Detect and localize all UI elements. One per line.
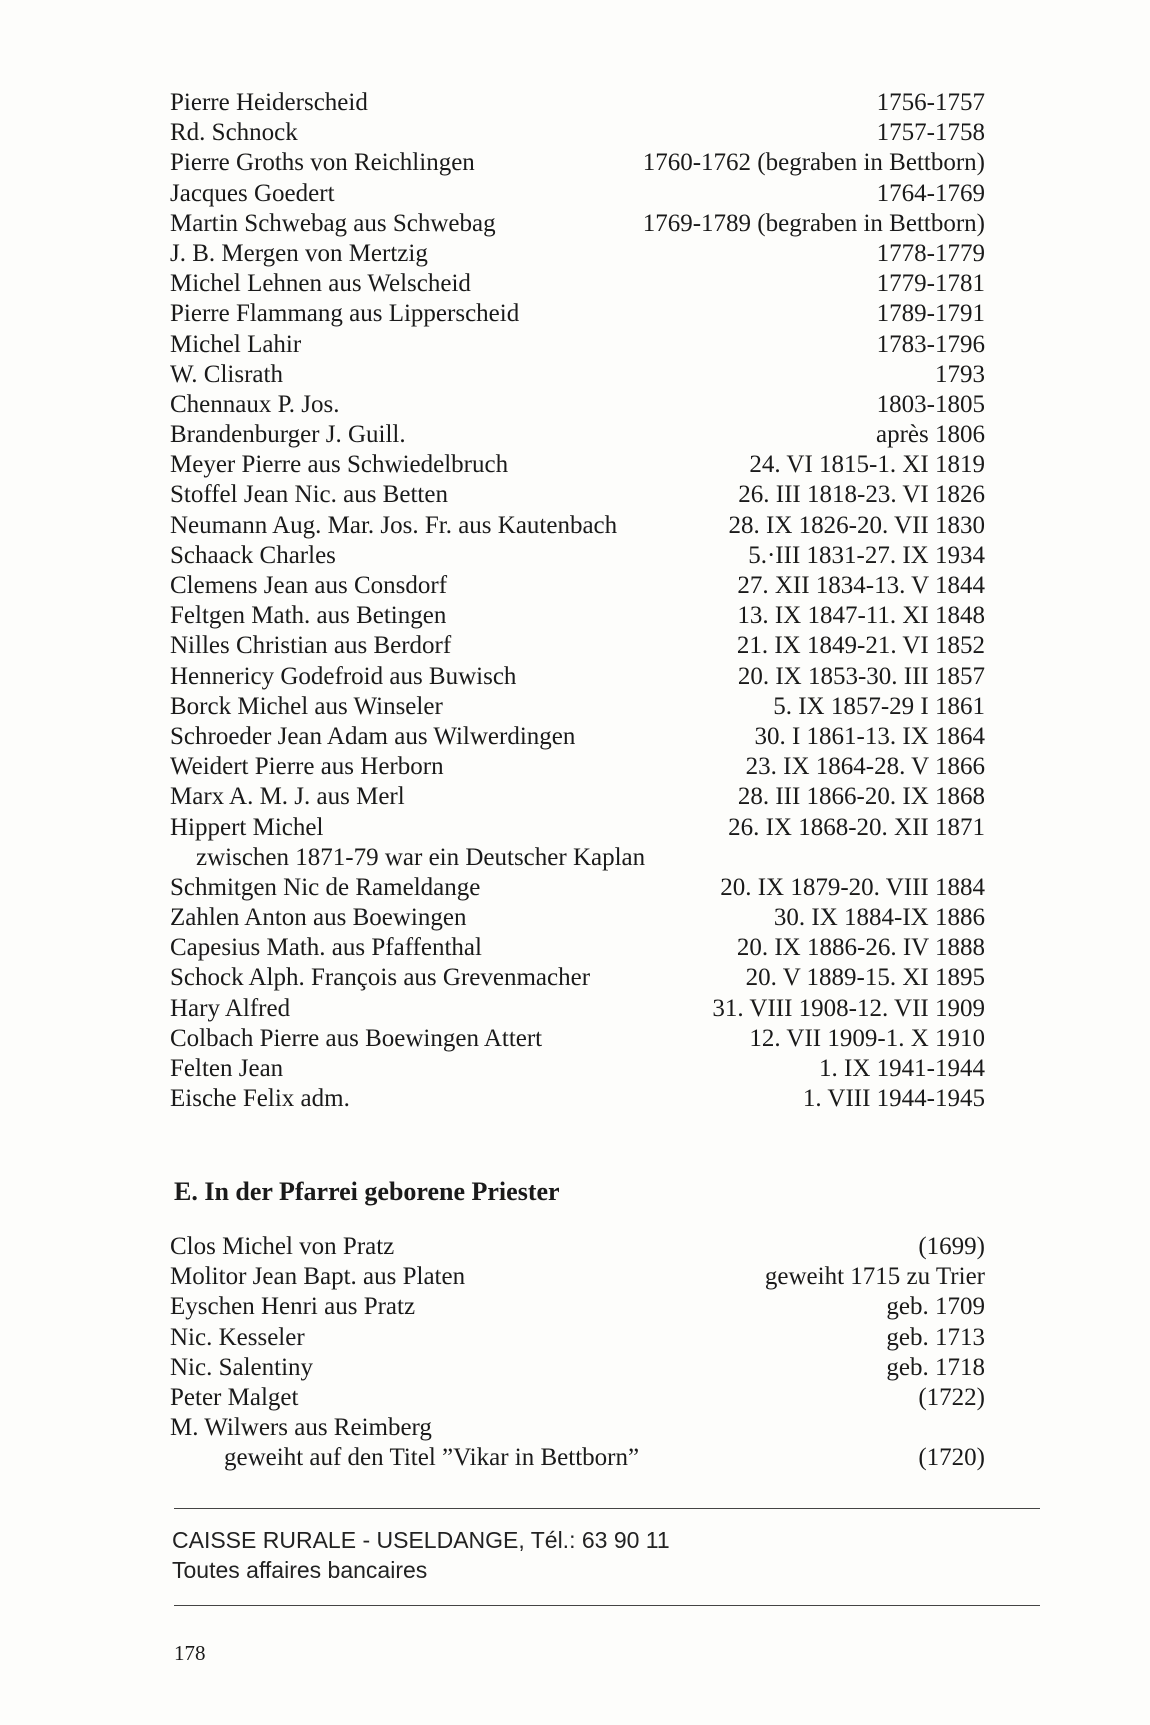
- entry-dates: 20. IX 1886-26. IV 1888: [736, 934, 985, 962]
- note-row: [170, 843, 985, 873]
- list-item: [170, 511, 985, 541]
- list-item: [170, 662, 985, 692]
- entry-name: Peter Malget: [170, 1383, 299, 1411]
- entry-name: Rd. Schnock: [170, 119, 298, 147]
- entry-name: Nic. Kesseler: [170, 1323, 305, 1351]
- entry-dates: 31. VIII 1908-12. VII 1909: [712, 994, 985, 1022]
- entry-dates: 1783-1796: [876, 330, 985, 358]
- entry-dates: 1764-1769: [876, 179, 985, 207]
- entry-dates: 1. VIII 1944-1945: [802, 1085, 985, 1113]
- list-item: [170, 1353, 985, 1383]
- entry-dates: 5.·III 1831-27. IX 1934: [748, 541, 985, 569]
- entry-name: Pierre Flammang aus Lipperscheid: [170, 300, 520, 328]
- list-item: [170, 752, 985, 782]
- entry-name: Schmitgen Nic de Rameldange: [170, 873, 481, 901]
- entry-name: Borck Michel aus Winseler: [170, 692, 443, 720]
- entry-dates: 1757-1758: [876, 119, 985, 147]
- list-item: [170, 269, 985, 299]
- list-item: [170, 1443, 985, 1473]
- entry-dates: 13. IX 1847-11. XI 1848: [737, 602, 985, 630]
- entry-dates: 1779-1781: [876, 270, 985, 298]
- list-item: [170, 571, 985, 601]
- entry-name: zwischen 1871-79 war ein Deutscher Kaplan: [196, 843, 646, 871]
- list-item: [170, 601, 985, 631]
- entry-name: Stoffel Jean Nic. aus Betten: [170, 481, 448, 509]
- list-item: [170, 1054, 985, 1084]
- entry-name: Jacques Goedert: [170, 179, 335, 207]
- list-item: [170, 299, 985, 329]
- entry-dates: 1793: [935, 360, 985, 388]
- entry-dates: 20. IX 1853-30. III 1857: [737, 662, 985, 690]
- entry-name: Schroeder Jean Adam aus Wilwerdingen: [170, 722, 576, 750]
- list-item: [170, 903, 985, 933]
- list-item: [170, 722, 985, 752]
- entry-dates: 23. IX 1864-28. V 1866: [745, 753, 985, 781]
- entry-name: Hennericy Godefroid aus Buwisch: [170, 662, 517, 690]
- entry-dates: 5. IX 1857-29 I 1861: [773, 692, 985, 720]
- entry-dates: 1. IX 1941-1944: [819, 1055, 985, 1082]
- entry-name: Clos Michel von Pratz: [170, 1233, 395, 1260]
- list-item: [170, 813, 985, 843]
- priest-list: [170, 88, 985, 1114]
- list-item: [170, 963, 985, 993]
- entry-dates: 20. V 1889-15. XI 1895: [745, 964, 985, 992]
- entry-dates: 1760-1762 (begraben in Bettborn): [642, 149, 985, 177]
- list-item: [170, 1383, 985, 1413]
- entry-dates: 12. VII 1909-1. X 1910: [749, 1024, 985, 1052]
- entry-name: M. Wilwers aus Reimberg: [170, 1414, 432, 1442]
- list-item: [170, 209, 985, 239]
- list-item: [170, 631, 985, 661]
- list-item: [170, 782, 985, 812]
- entry-name: geweiht auf den Titel ”Vikar in Bettborn”: [224, 1444, 640, 1472]
- entry-name: Eische Felix adm.: [170, 1085, 350, 1113]
- entry-dates: 1769-1789 (begraben in Bettborn): [642, 209, 985, 237]
- entry-name: Pierre Groths von Reichlingen: [170, 149, 475, 177]
- entry-dates: (1699): [918, 1233, 985, 1260]
- entry-name: Schaack Charles: [170, 541, 336, 569]
- list-item: [170, 88, 985, 118]
- list-item: [170, 1084, 985, 1114]
- advertisement-line-2: Toutes affaires bancaires: [172, 1557, 428, 1583]
- entry-dates: 30. I 1861-13. IX 1864: [754, 722, 985, 750]
- entry-name: Marx A. M. J. aus Merl: [170, 783, 405, 811]
- entry-dates: 20. IX 1879-20. VIII 1884: [720, 873, 985, 901]
- entry-name: Molitor Jean Bapt. aus Platen: [170, 1263, 466, 1291]
- list-item: [170, 420, 985, 450]
- entry-dates: 1778-1779: [876, 239, 985, 267]
- entry-name: Eyschen Henri aus Pratz: [170, 1293, 416, 1321]
- entry-dates: 24. VI 1815-1. XI 1819: [749, 451, 985, 479]
- list-item: [170, 1262, 985, 1292]
- entry-name: Feltgen Math. aus Betingen: [170, 602, 447, 630]
- advertisement: [172, 1525, 670, 1585]
- list-item: [170, 541, 985, 571]
- entry-name: Schock Alph. François aus Grevenmacher: [170, 964, 591, 992]
- entry-dates: geb. 1713: [886, 1323, 985, 1351]
- list-item: [170, 1024, 985, 1054]
- entry-name: Capesius Math. aus Pfaffenthal: [170, 934, 482, 962]
- list-item: [170, 1232, 985, 1262]
- divider-top: [174, 1508, 1040, 1509]
- entry-dates: 1803-1805: [876, 390, 985, 418]
- entry-name: Zahlen Anton aus Boewingen: [170, 904, 467, 932]
- entry-dates: 30. IX 1884-IX 1886: [773, 904, 985, 932]
- page-number: 178: [174, 1641, 206, 1665]
- list-item: [170, 994, 985, 1024]
- list-item: [170, 480, 985, 510]
- list-item: [170, 330, 985, 360]
- list-item: [170, 1323, 985, 1353]
- entry-dates: 28. III 1866-20. IX 1868: [737, 783, 985, 811]
- list-item: [170, 360, 985, 390]
- entry-dates: (1720): [918, 1444, 985, 1472]
- entry-dates: geb. 1709: [886, 1293, 985, 1321]
- entry-dates: 1789-1791: [876, 300, 985, 328]
- entry-dates: 28. IX 1826-20. VII 1830: [728, 511, 985, 539]
- entry-name: Brandenburger J. Guill.: [170, 421, 406, 449]
- born-priest-list: [170, 1232, 985, 1474]
- section-heading: E. In der Pfarrei geborene Priester: [174, 1177, 560, 1206]
- list-item: [170, 148, 985, 178]
- list-item: [170, 179, 985, 209]
- list-item: [170, 873, 985, 903]
- entry-name: Nic. Salentiny: [170, 1353, 314, 1381]
- list-item: [170, 692, 985, 722]
- entry-name: Clemens Jean aus Consdorf: [170, 572, 448, 599]
- entry-name: W. Clisrath: [170, 360, 283, 388]
- entry-name: Meyer Pierre aus Schwiedelbruch: [170, 451, 509, 479]
- entry-name: Nilles Christian aus Berdorf: [170, 632, 452, 660]
- entry-name: Colbach Pierre aus Boewingen Attert: [170, 1024, 543, 1052]
- entry-dates: (1722): [918, 1383, 985, 1411]
- entry-dates: après 1806: [876, 421, 985, 449]
- entry-name: Felten Jean: [170, 1055, 284, 1082]
- entry-name: Weidert Pierre aus Herborn: [170, 753, 444, 781]
- list-item: [170, 450, 985, 480]
- list-item: [170, 1292, 985, 1322]
- list-item: [170, 118, 985, 148]
- entry-name: J. B. Mergen von Mertzig: [170, 239, 428, 267]
- list-item: [170, 390, 985, 420]
- entry-name: Martin Schwebag aus Schwebag: [170, 209, 496, 237]
- entry-dates: 26. III 1818-23. VI 1826: [738, 481, 985, 509]
- advertisement-line-1: CAISSE RURALE - USELDANGE, Tél.: 63 90 11: [172, 1527, 670, 1553]
- entry-name: Michel Lehnen aus Welscheid: [170, 270, 471, 298]
- entry-name: Pierre Heiderscheid: [170, 89, 368, 116]
- list-item: [170, 239, 985, 269]
- list-item: [170, 933, 985, 963]
- entry-name: Hary Alfred: [170, 994, 291, 1022]
- entry-name: Michel Lahir: [170, 330, 302, 358]
- entry-dates: 21. IX 1849-21. VI 1852: [736, 632, 985, 660]
- entry-dates: geweiht 1715 zu Trier: [764, 1263, 985, 1291]
- entry-dates: geb. 1718: [886, 1353, 985, 1381]
- entry-name: Neumann Aug. Mar. Jos. Fr. aus Kautenbach: [170, 511, 618, 539]
- entry-dates: 27. XII 1834-13. V 1844: [737, 572, 985, 599]
- entry-name: Hippert Michel: [170, 813, 324, 841]
- entry-dates: 1756-1757: [876, 89, 985, 116]
- list-item: [170, 1413, 985, 1443]
- divider-bottom: [174, 1605, 1040, 1606]
- entry-name: Chennaux P. Jos.: [170, 390, 340, 418]
- entry-dates: 26. IX 1868-20. XII 1871: [728, 813, 985, 841]
